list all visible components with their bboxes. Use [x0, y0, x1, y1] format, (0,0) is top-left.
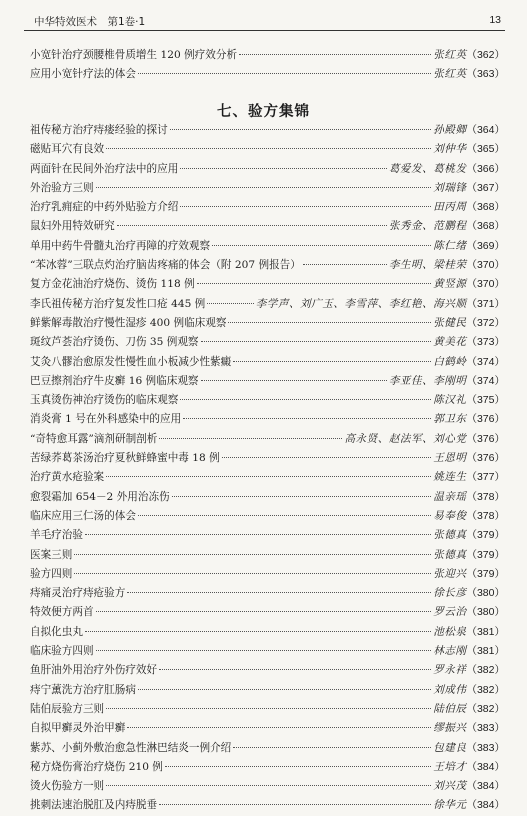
entry-title: 苦绿荞葛茶汤治疗夏秋鲜蜂蜜中毒 18 例: [30, 452, 220, 465]
entry-page: （381）: [466, 645, 505, 658]
toc-entry: [30, 681, 505, 700]
entry-title: 磁贴耳穴有良效: [30, 143, 105, 156]
entry-title: “苯冰蓉”三联点灼治疗脑齿疼痛的体会（附 207 例报告）: [30, 259, 301, 272]
dot-leader: [106, 148, 431, 149]
toc-entry: [30, 642, 505, 661]
entry-author: 张迎兴: [433, 567, 467, 580]
entry-author: 李生明、梁桂荣: [388, 259, 467, 272]
toc-entry: [30, 237, 505, 256]
entry-title: 愈裂霜加 654－2 外用治冻伤: [30, 490, 170, 503]
entry-title: 痔痛灵治疗痔疮验方: [30, 587, 126, 600]
entry-page: （368）: [466, 201, 505, 214]
entry-author: 王培才: [433, 760, 467, 773]
entry-author: 王恩明: [433, 452, 467, 465]
entry-author: 刘瑞锋: [433, 181, 467, 194]
entry-page: （379）: [466, 567, 505, 580]
toc-entry: [30, 488, 505, 507]
toc-entry: [30, 333, 505, 352]
toc-entry: [30, 546, 505, 565]
entry-page: （384）: [466, 799, 505, 812]
entry-page: （378）: [466, 509, 505, 522]
dot-leader: [303, 264, 387, 265]
entry-author: 孙殿卿: [433, 124, 467, 136]
entry-page: （370）: [466, 278, 505, 291]
entry-page: （378）: [466, 490, 505, 503]
entry-title: 鲜紫解毒散治疗慢性湿疹 400 例临床观察: [30, 316, 227, 329]
toc-entry: [30, 314, 505, 333]
entry-author: 李亚佳、李刚明: [388, 374, 467, 387]
dot-leader: [127, 592, 431, 593]
dot-leader: [180, 399, 431, 400]
toc-entry: [30, 372, 505, 391]
entry-author: 罗永祥: [433, 664, 467, 677]
entry-title: 两面针在民间外治疗法中的应用: [30, 162, 179, 175]
toc-section-list: [30, 121, 505, 816]
running-header: [24, 10, 505, 31]
entry-author: 温亲瑶: [433, 490, 467, 503]
entry-title: 艾灸八髎治愈原发性慢性血小板减少性紫癜: [30, 355, 232, 368]
entry-author: 张德真: [433, 529, 467, 542]
toc-entry: [30, 719, 505, 738]
entry-author: 张红英: [433, 49, 467, 61]
entry-author: 张红英: [433, 68, 467, 81]
dot-leader: [96, 650, 432, 651]
entry-page: （369）: [466, 239, 505, 252]
dot-leader: [180, 206, 431, 207]
dot-leader: [159, 438, 342, 439]
toc-entry: [30, 739, 505, 758]
entry-author: 徐华元: [433, 799, 467, 812]
entry-title: 消炎膏 1 号在外科感染中的应用: [30, 413, 182, 426]
dot-leader: [106, 785, 431, 786]
entry-author: 郭卫东: [433, 413, 467, 426]
entry-title: “奇特愈耳露”滴剂研制剖析: [30, 432, 158, 445]
toc-entry: [30, 507, 505, 526]
entry-title: 应用小宽针疗法的体会: [30, 68, 136, 81]
toc-entry: [30, 121, 505, 140]
entry-title: 治疗乳痈症的中药外贴验方介绍: [30, 201, 179, 214]
dot-leader: [172, 496, 432, 497]
entry-title: 临床应用三仁汤的体会: [30, 509, 136, 522]
entry-author: 高永贤、赵法军、刘心党: [344, 432, 467, 445]
dot-leader: [233, 361, 431, 362]
entry-title: 复方金花油治疗烧伤、烫伤 118 例: [30, 278, 195, 291]
entry-title: 单用中药牛骨髓丸治疗再障的疗效观察: [30, 239, 211, 252]
toc-entry: [30, 603, 505, 622]
toc-entry: [30, 275, 505, 294]
entry-title: 巴豆擦剂治疗牛皮癣 16 例临床观察: [30, 374, 199, 387]
entry-title: 外治验方三则: [30, 181, 94, 194]
entry-author: 陈仁绪: [433, 239, 467, 252]
entry-page: （380）: [466, 587, 505, 600]
toc-entry: [30, 430, 505, 449]
toc-entry: [30, 449, 505, 468]
entry-author: 姚连生: [433, 471, 467, 484]
entry-page: （374）: [466, 374, 505, 387]
dot-leader: [170, 129, 431, 130]
entry-page: （382）: [466, 664, 505, 677]
entry-page: （374）: [466, 355, 505, 368]
dot-leader: [96, 187, 432, 188]
toc-continued-list: [30, 46, 505, 85]
entry-title: 祖传秘方治疗痔瘘经验的探讨: [30, 124, 168, 136]
entry-page: （376）: [466, 413, 505, 426]
entry-page: （370）: [466, 259, 505, 272]
entry-author: 池松泉: [433, 625, 467, 638]
entry-author: 黄竖源: [433, 278, 467, 291]
dot-leader: [183, 418, 431, 419]
entry-page: （373）: [466, 336, 505, 349]
entry-title: 鼠妇外用特效研究: [30, 220, 115, 233]
entry-page: （375）: [466, 394, 505, 407]
dot-leader: [138, 689, 431, 690]
entry-title: 陆伯辰验方三则: [30, 702, 105, 715]
entry-title: 玉真烫伤神治疗烫伤的临床观察: [30, 394, 179, 407]
page-number: 13: [489, 14, 501, 26]
dot-leader: [180, 168, 387, 169]
entry-page: （376）: [466, 452, 505, 465]
entry-author: 刘成伟: [433, 683, 467, 696]
entry-title: 小宽针治疗颈腰椎骨质增生 120 例疗效分析: [30, 49, 238, 61]
entry-author: 包建良: [433, 741, 467, 754]
entry-page: （376）: [466, 432, 505, 445]
entry-author: 张德真: [433, 548, 467, 561]
entry-title: 临床验方四则: [30, 645, 94, 658]
entry-page: （382）: [466, 702, 505, 715]
toc-entry: [30, 661, 505, 680]
entry-page: （377）: [466, 471, 505, 484]
toc-entry: [30, 217, 505, 236]
toc-entry: [30, 410, 505, 429]
toc-entry: [30, 777, 505, 796]
entry-author: 白鹤岭: [433, 355, 467, 368]
entry-title: 治疗黄水疮验案: [30, 471, 105, 484]
entry-title: 挑刺法速治脱肛及内痔脱垂: [30, 799, 158, 812]
entry-author: 张健民: [433, 316, 467, 329]
entry-page: （367）: [466, 181, 505, 194]
dot-leader: [197, 283, 432, 284]
dot-leader: [106, 476, 431, 477]
toc-entry: [30, 140, 505, 159]
toc-entry: [30, 700, 505, 719]
toc-entry: [30, 179, 505, 198]
entry-page: （383）: [466, 722, 505, 735]
entry-page: （365）: [466, 143, 505, 156]
entry-page: （362）: [466, 49, 505, 61]
dot-leader: [159, 669, 431, 670]
dot-leader: [201, 341, 432, 342]
toc-entry: [30, 256, 505, 275]
toc-entry: [30, 160, 505, 179]
entry-author: 李学声、刘广玉、李雪萍、李红艳、海兴顺: [255, 297, 467, 310]
entry-title: 痔宁薰洗方治疗肛肠病: [30, 683, 136, 696]
entry-page: （379）: [466, 548, 505, 561]
entry-title: 验方四则: [30, 567, 73, 580]
entry-author: 罗云治: [433, 606, 467, 619]
toc-entry: [30, 796, 505, 815]
journal-title: 中华特效医术 第1卷·1: [34, 16, 146, 28]
toc-entry: [30, 526, 505, 545]
dot-leader: [85, 534, 431, 535]
dot-leader: [74, 573, 431, 574]
dot-leader: [117, 225, 387, 226]
toc-entry: [30, 623, 505, 642]
toc-entry: [30, 46, 505, 65]
dot-leader: [106, 708, 431, 709]
entry-title: 烫火伤验方一则: [30, 780, 105, 793]
entry-title: 斑纹芦荟治疗烫伤、刀伤 35 例观察: [30, 336, 199, 349]
entry-page: （366）: [466, 162, 505, 175]
entry-author: 林志刚: [433, 645, 467, 658]
entry-title: 自拟甲癣灵外治甲癣: [30, 722, 126, 735]
entry-author: 黄美花: [433, 336, 467, 349]
dot-leader: [233, 747, 431, 748]
entry-page: （381）: [466, 625, 505, 638]
toc-entry: [30, 198, 505, 217]
entry-author: 缪振兴: [433, 722, 467, 735]
dot-leader: [85, 631, 431, 632]
dot-leader: [201, 380, 387, 381]
dot-leader: [138, 515, 431, 516]
dot-leader: [127, 727, 431, 728]
entry-page: （380）: [466, 606, 505, 619]
dot-leader: [96, 611, 432, 612]
dot-leader: [228, 322, 431, 323]
entry-page: （372）: [466, 316, 505, 329]
entry-author: 易奉俊: [433, 509, 467, 522]
entry-page: （363）: [466, 68, 505, 81]
entry-title: 羊毛疗治验: [30, 529, 83, 542]
entry-page: （379）: [466, 529, 505, 542]
toc-entry: [30, 65, 505, 84]
entry-author: 葛爱发、葛桃发: [388, 162, 467, 175]
dot-leader: [222, 457, 431, 458]
entry-page: （368）: [466, 220, 505, 233]
entry-author: 张秀金、范鹏程: [388, 220, 467, 233]
entry-page: （364）: [466, 124, 505, 136]
entry-title: 紫苏、小蓟外敷治愈急性淋巴结炎一例介绍: [30, 741, 232, 754]
dot-leader: [239, 54, 431, 55]
toc-entry: [30, 295, 505, 314]
dot-leader: [138, 73, 431, 74]
toc-entry: [30, 468, 505, 487]
dot-leader: [159, 804, 431, 805]
entry-author: 田丙周: [433, 201, 467, 214]
entry-author: 徐长彦: [433, 587, 467, 600]
dot-leader: [165, 766, 431, 767]
entry-author: 陆伯辰: [433, 702, 467, 715]
entry-title: 特效便方两首: [30, 606, 94, 619]
toc-entry: [30, 565, 505, 584]
entry-title: 鱼肝油外用治疗外伤疗效好: [30, 664, 158, 677]
dot-leader: [207, 303, 253, 304]
toc-entry: [30, 353, 505, 372]
section-title: 七、验方集锦: [217, 104, 310, 120]
toc-entry: [30, 758, 505, 777]
entry-author: 陈汉礼: [433, 394, 467, 407]
entry-title: 自拟化虫丸: [30, 625, 83, 638]
toc-entry: [30, 391, 505, 410]
toc-entry: [30, 584, 505, 603]
entry-title: 秘方烧伤膏治疗烧伤 210 例: [30, 760, 163, 773]
entry-page: （384）: [466, 760, 505, 773]
entry-title: 医案三则: [30, 548, 73, 561]
entry-page: （382）: [466, 683, 505, 696]
entry-author: 刘仲华: [433, 143, 467, 156]
entry-page: （384）: [466, 780, 505, 793]
entry-page: （371）: [466, 297, 505, 310]
entry-title: 李氏祖传秘方治疗复发性口疮 445 例: [30, 297, 206, 310]
entry-page: （383）: [466, 741, 505, 754]
entry-author: 刘兴茂: [433, 780, 467, 793]
dot-leader: [74, 554, 431, 555]
dot-leader: [212, 245, 431, 246]
